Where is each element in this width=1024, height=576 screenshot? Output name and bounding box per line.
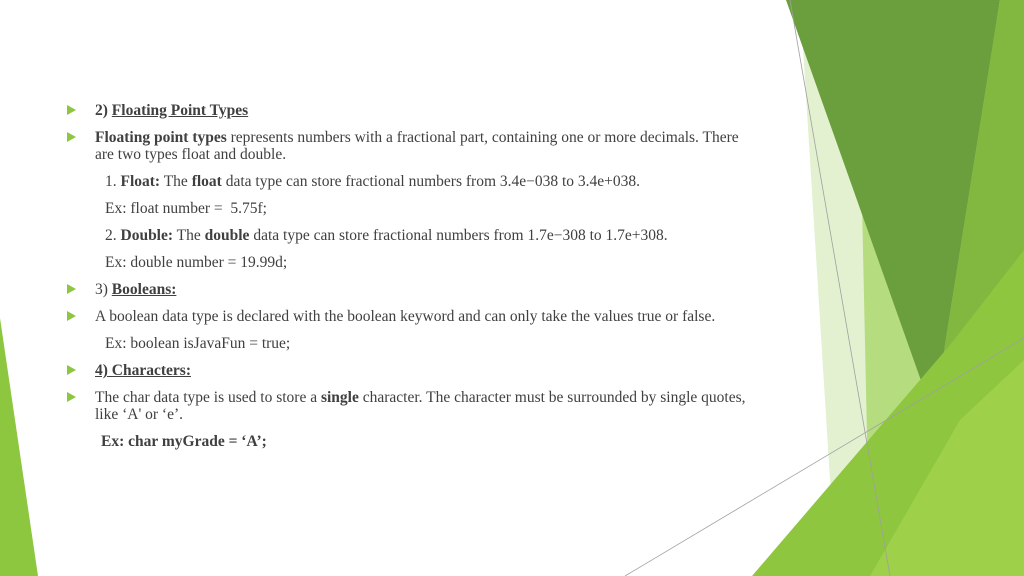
floating-point-definition-line1	[95, 129, 739, 146]
booleans-heading	[95, 281, 176, 298]
floating-point-term: Floating point types	[95, 129, 227, 146]
bullet-arrow-icon	[67, 365, 76, 375]
bullet-arrow-icon	[67, 311, 76, 321]
double-rest: data type can store fractional numbers from 1.7e−308 to 1.7e+308.	[253, 227, 668, 244]
bullet-arrow-icon	[67, 132, 76, 142]
boolean-definition: A boolean data type is declared with the boolean keyword and can only take the values true or false.	[95, 308, 716, 325]
double-number: 2.	[105, 227, 117, 244]
float-number: 1.	[105, 173, 117, 190]
char-def-before: The char data type is used to store a	[95, 389, 321, 406]
float-keyword: float	[191, 173, 222, 190]
floating-point-heading	[95, 102, 248, 119]
double-example: Ex: double number = 19.99d;	[105, 254, 288, 271]
floating-point-definition-line2: are two types float and double.	[95, 146, 287, 163]
double-keyword: double	[204, 227, 250, 244]
char-definition-line1	[95, 389, 746, 406]
float-rest: data type can store fractional numbers from 3.4e−038 to 3.4e+038.	[225, 173, 641, 190]
float-label: Float:	[120, 173, 161, 190]
boolean-example: Ex: boolean isJavaFun = true;	[105, 335, 291, 352]
double-the: The	[176, 227, 201, 244]
char-def-keyword: single	[320, 389, 359, 406]
characters-heading: 4) Characters:	[95, 362, 191, 379]
float-example: Ex: float number = 5.75f;	[105, 200, 267, 217]
double-description	[105, 227, 668, 244]
bullet-arrow-icon	[67, 284, 76, 294]
floating-point-def-text: represents numbers with a fractional part, containing one or more decimals. There	[226, 129, 739, 146]
booleans-title: Booleans:	[111, 281, 177, 298]
char-definition-line2: like ‘A' or ‘e’.	[95, 406, 184, 423]
booleans-number: 3)	[95, 281, 108, 298]
float-description	[105, 173, 640, 190]
bullet-arrow-icon	[67, 105, 76, 115]
char-def-after: character. The character must be surrounded by single quotes,	[358, 389, 746, 406]
double-label: Double:	[120, 227, 174, 244]
float-the: The	[163, 173, 188, 190]
bullet-arrow-icon	[67, 392, 76, 402]
char-example: Ex: char myGrade = ‘A’;	[101, 433, 267, 450]
heading-title: Floating Point Types	[111, 102, 249, 119]
heading-number: 2)	[95, 102, 108, 119]
